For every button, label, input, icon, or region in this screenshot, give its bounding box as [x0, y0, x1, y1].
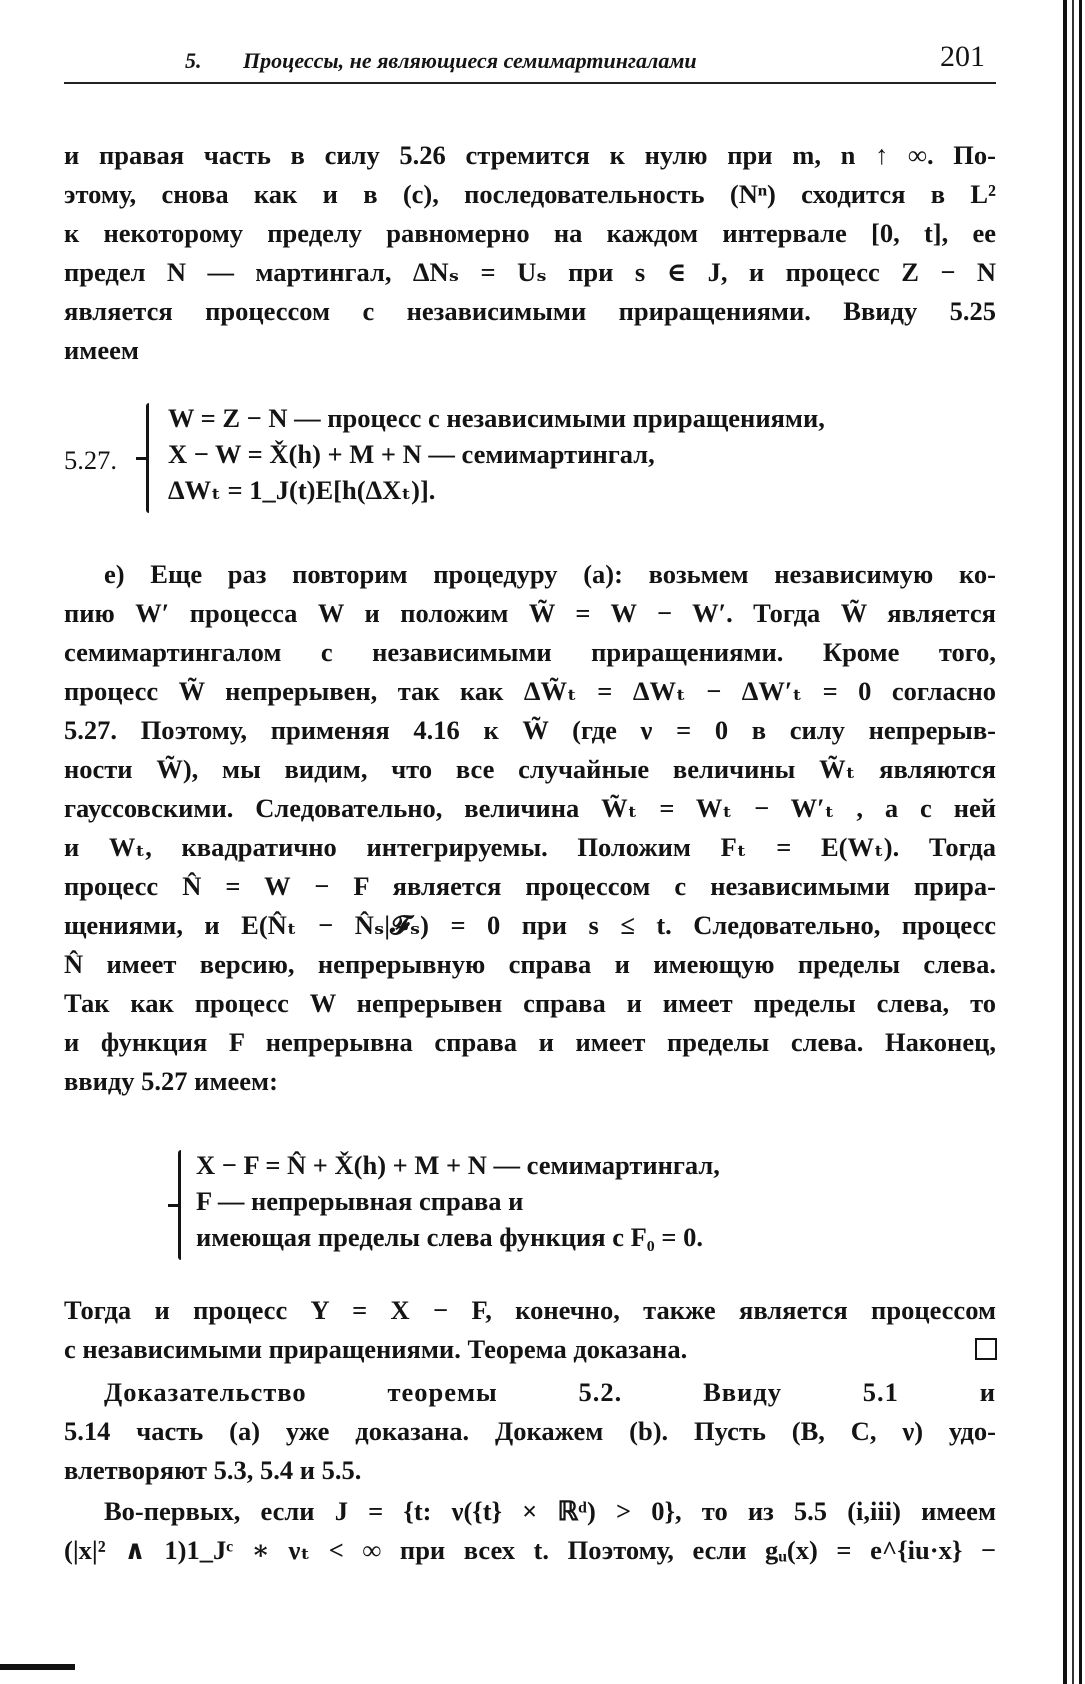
text-line: ности W̃), мы видим, что все случайные величины W̃ₜ являются — [64, 754, 996, 784]
equation-line: X − F = N̂ + X̌(h) + M + N — семимартингал, — [196, 1150, 720, 1180]
page-number: 201 — [940, 40, 985, 73]
text-line: предел N — мартингал, ΔNₛ = Uₛ при s ∈ J, и процесс Z − N — [64, 257, 996, 287]
equation-number: 5.27. — [64, 445, 117, 475]
header-rule — [64, 82, 996, 84]
paragraph-2 — [64, 555, 996, 1101]
text-line: 5.27. Поэтому, применяя 4.16 к W̃ (где ν = 0 в силу непрерыв- — [64, 715, 996, 745]
text-line: Доказательство теоремы 5.2. Ввиду 5.1 и — [104, 1377, 996, 1407]
scan-edge-line — [1072, 0, 1074, 1684]
chapter-title: Процессы, не являющиеся семимартингалами — [243, 48, 697, 73]
left-brace-tip — [136, 457, 146, 460]
text-line: 5.14 часть (а) уже доказана. Докажем (b). Пусть (B, C, ν) удо- — [64, 1416, 996, 1446]
text-line: к некоторому пределу равномерно на каждом интервале [0, t], ее — [64, 218, 996, 248]
text-line: семимартингалом с независимыми приращениями. Кроме того, — [64, 637, 996, 667]
text-line: пию W′ процесса W и положим W̃ = W − W′. Тогда W̃ является — [64, 598, 996, 628]
equation-line: имеющая пределы слева функция с F₀ = 0. — [196, 1222, 703, 1252]
paragraph-5 — [64, 1492, 996, 1570]
left-brace — [146, 403, 149, 513]
text-line: и функция F непрерывна справа и имеет пределы слева. Наконец, — [64, 1027, 996, 1057]
left-brace — [178, 1150, 181, 1260]
scan-artifact — [0, 1664, 75, 1670]
text-line: е) Еще раз повторим процедуру (а): возьмем независимую ко- — [104, 559, 996, 589]
text-line: и правая часть в силу 5.26 стремится к нулю при m, n ↑ ∞. По- — [64, 140, 996, 170]
running-header — [185, 40, 985, 80]
text-line: гауссовскими. Следовательно, величина W̃ₜ = Wₜ − W′ₜ , а с ней — [64, 793, 996, 823]
text-line: процесс W̃ непрерывен, так как ΔW̃ₜ = ΔWₜ − ΔW′ₜ = 0 согласно — [64, 676, 996, 706]
text-line: N̂ имеет версию, непрерывную справа и имеющую пределы слева. — [64, 949, 996, 979]
scan-edge-line — [1079, 0, 1082, 1684]
paragraph-4 — [64, 1373, 996, 1490]
text-line: является процессом с независимыми приращениями. Ввиду 5.25 — [64, 296, 996, 326]
text-line: с независимыми приращениями. Теорема доказана. — [64, 1334, 688, 1364]
paragraph-3 — [64, 1291, 996, 1369]
text-line: щениями, и E(N̂ₜ − N̂ₛ|𝓕ₛ) = 0 при s ≤ t. Следовательно, процесс — [64, 910, 996, 940]
scan-edge-line — [1063, 0, 1067, 1684]
equation-line: W = Z − N — процесс с независимыми приращениями, — [168, 403, 825, 433]
text-line: и Wₜ, квадратично интегрируемы. Положим Fₜ = E(Wₜ). Тогда — [64, 832, 996, 862]
text-line: ввиду 5.27 имеем: — [64, 1066, 278, 1096]
equation-line: ΔWₜ = 1_J(t)E[h(ΔXₜ)]. — [168, 475, 436, 505]
equation-line: X − W = X̌(h) + M + N — семимартингал, — [168, 439, 655, 469]
text-line: процесс N̂ = W − F является процессом с независимыми прира- — [64, 871, 996, 901]
text-line: Во-первых, если J = {t: ν({t} × ℝᵈ) > 0}, то из 5.5 (i,iii) имеем — [104, 1496, 996, 1526]
text-line: этому, снова как и в (с), последовательность (Nⁿ) сходится в L² — [64, 179, 996, 209]
text-line: (|x|² ∧ 1)1_Jᶜ ∗ νₜ < ∞ при всех t. Поэтому, если gᵤ(x) = e^{iu·x} − — [64, 1535, 996, 1565]
paragraph-1 — [64, 136, 996, 370]
equation-semimartingale — [196, 1147, 720, 1255]
text-line: влетворяют 5.3, 5.4 и 5.5. — [64, 1455, 362, 1485]
left-brace-tip — [168, 1204, 178, 1207]
equation-5-27 — [168, 400, 825, 508]
chapter-number: 5. — [185, 48, 202, 73]
qed-square-icon — [975, 1338, 997, 1360]
text-line: Так как процесс W непрерывен справа и имеет пределы слева, то — [64, 988, 996, 1018]
text-line: Тогда и процесс Y = X − F, конечно, также является процессом — [64, 1295, 996, 1325]
equation-line: F — непрерывная справа и — [196, 1186, 524, 1216]
text-line: имеем — [64, 335, 139, 365]
